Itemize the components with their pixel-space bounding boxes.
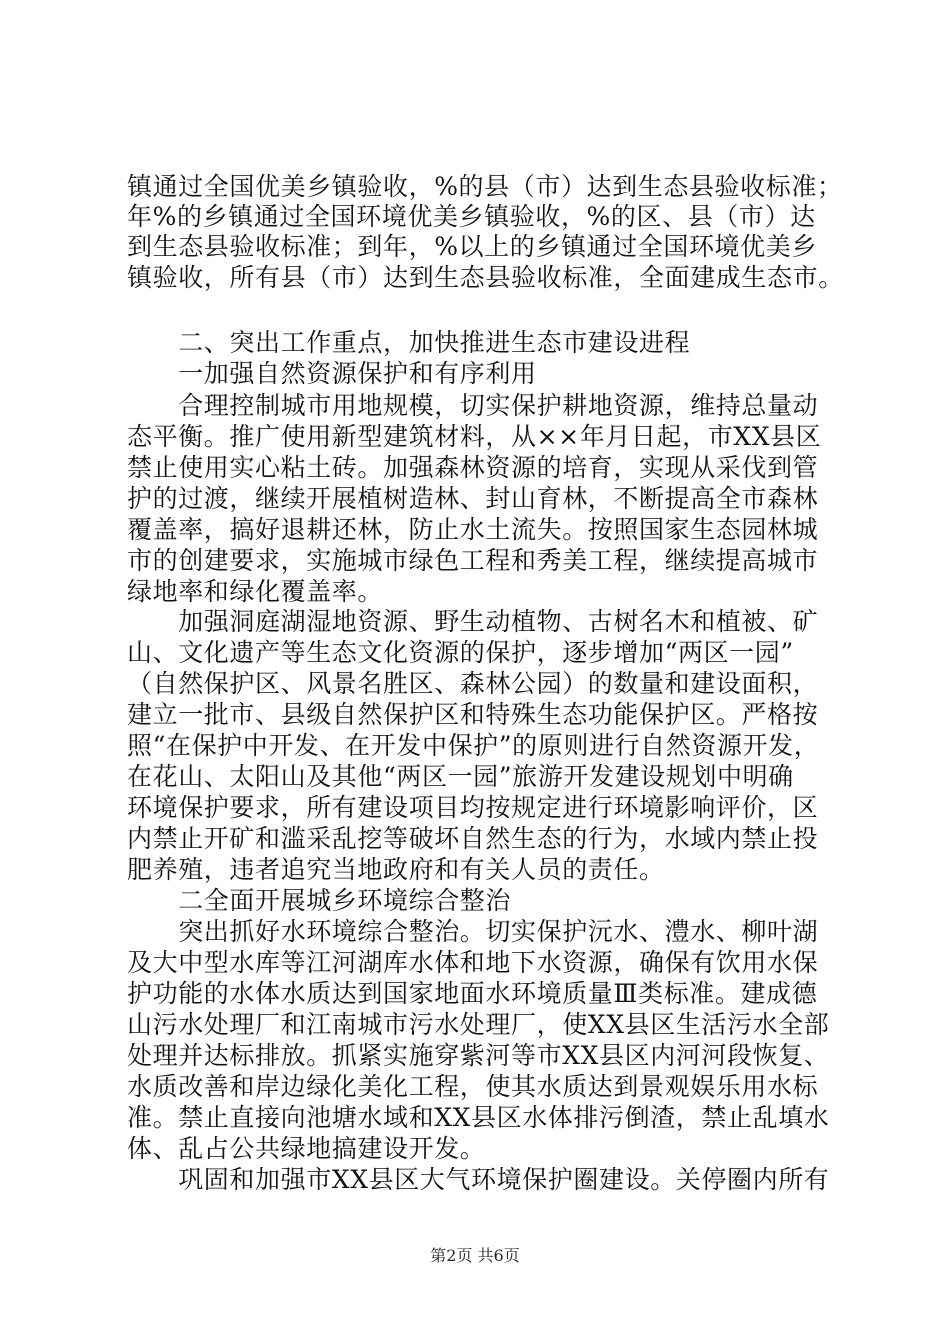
text-line: 水质改善和岸边绿化美化工程，使其水质达到景观娱乐用水标 — [127, 1072, 819, 1101]
text-line: 山污水处理厂和江南城市污水处理厂，使XX县区生活污水全部 — [127, 1010, 830, 1039]
text-line: 准。禁止直接向池塘水域和XX县区水体排污倒渣，禁止乱填水 — [127, 1103, 830, 1132]
text-line: 山、文化遗产等生态文化资源的保护，逐步增加“两区一园” — [127, 638, 794, 667]
text-line: 护的过渡，继续开展植树造林、封山育林，不断提高全市森林 — [127, 484, 819, 513]
text-line: （自然保护区、风景名胜区、森林公园）的数量和建设面积， — [127, 669, 819, 698]
text-line: 镇通过全国优美乡镇验收，%的县（市）达到生态县验收标准； — [127, 172, 843, 201]
text-line: 市的创建要求，实施城市绿色工程和秀美工程，继续提高城市 — [127, 546, 819, 575]
text-line: 加强洞庭湖湿地资源、野生动植物、古树名木和植被、矿 — [127, 607, 819, 636]
text-line: 肥养殖，违者追究当地政府和有关人员的责任。 — [127, 855, 665, 884]
text-line: 覆盖率，搞好退耕还林，防止水土流失。按照国家生态园林城 — [127, 515, 819, 544]
text-line: 建立一批市、县级自然保护区和特殊生态功能保护区。严格按 — [127, 700, 819, 729]
text-line: 巩固和加强市XX县区大气环境保护圈建设。关停圈内所有 — [127, 1165, 830, 1194]
text-line: 禁止使用实心粘土砖。加强森林资源的培育，实现从采伐到管 — [127, 453, 819, 482]
text-line: 体、乱占公共绿地搞建设开发。 — [127, 1134, 486, 1163]
text-line: 及大中型水库等江河湖库水体和地下水资源，确保有饮用水保 — [127, 948, 819, 977]
subsection-heading: 一加强自然资源保护和有序利用 — [127, 359, 537, 388]
text-line: 年%的乡镇通过全国环境优美乡镇验收，%的区、县（市）达 — [127, 202, 816, 231]
text-line: 环境保护要求，所有建设项目均按规定进行环境影响评价，区 — [127, 793, 819, 822]
text-line: 到生态县验收标准；到年，%以上的乡镇通过全国环境优美乡 — [127, 232, 817, 261]
text-line: 内禁止开矿和滥采乱挖等破坏自然生态的行为，水域内禁止投 — [127, 824, 819, 853]
text-line: 绿地率和绿化覆盖率。 — [127, 577, 384, 606]
text-line: 镇验收，所有县（市）达到生态县验收标准，全面建成生态市。 — [127, 263, 844, 292]
section-heading: 二、突出工作重点，加快推进生态市建设进程 — [127, 328, 691, 357]
page-footer: 第2页 共6页 — [430, 1246, 520, 1265]
subsection-heading: 二全面开展城乡环境综合整治 — [127, 886, 512, 915]
text-line: 合理控制城市用地规模，切实保护耕地资源，维持总量动 — [127, 391, 819, 420]
text-line: 在花山、太阳山及其他“两区一园”旅游开发建设规划中明确 — [127, 762, 794, 791]
text-line: 照“在保护中开发、在开发中保护”的原则进行自然资源开发， — [127, 731, 820, 760]
text-line: 突出抓好水环境综合整治。切实保护沅水、澧水、柳叶湖 — [127, 917, 819, 946]
text-line: 护功能的水体水质达到国家地面水环境质量Ⅲ类标准。建成德 — [127, 979, 818, 1008]
text-line: 态平衡。推广使用新型建筑材料，从××年月日起，市XX县区 — [127, 422, 822, 451]
text-line: 处理并达标排放。抓紧实施穿紫河等市XX县区内河河段恢复、 — [127, 1041, 830, 1070]
